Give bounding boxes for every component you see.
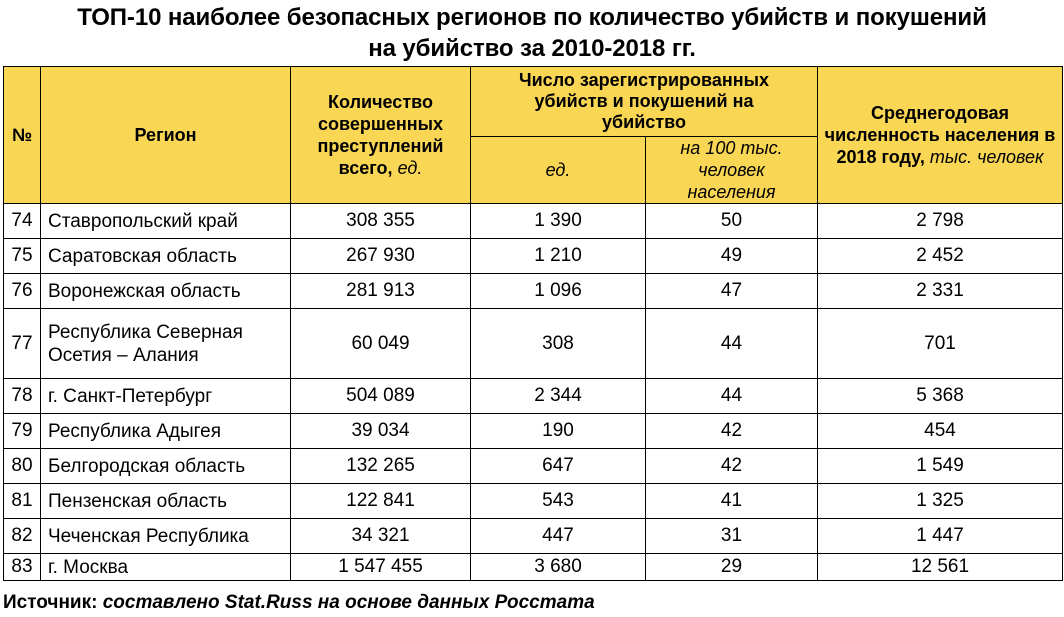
cell-crimes: 504 089 <box>291 379 471 414</box>
cell-per100k: 44 <box>646 309 818 379</box>
cell-per100k: 50 <box>646 204 818 239</box>
cell-population: 2 798 <box>818 204 1063 239</box>
cell-murders: 1 096 <box>471 274 646 309</box>
cell-murders: 1 390 <box>471 204 646 239</box>
table-title <box>0 2 1064 64</box>
cell-crimes: 122 841 <box>291 484 471 519</box>
cell-per100k: 44 <box>646 379 818 414</box>
cell-rank: 75 <box>4 239 41 274</box>
cell-murders: 447 <box>471 519 646 554</box>
header-murders-per100k: на 100 тыс. человек населения <box>646 137 818 204</box>
cell-per100k: 49 <box>646 239 818 274</box>
cell-population: 1 325 <box>818 484 1063 519</box>
table-row <box>4 449 1063 484</box>
header-population-unit: тыс. человек <box>929 147 1044 167</box>
cell-rank: 82 <box>4 519 41 554</box>
cell-murders: 308 <box>471 309 646 379</box>
cell-per100k: 29 <box>646 554 818 581</box>
cell-population: 701 <box>818 309 1063 379</box>
cell-rank: 80 <box>4 449 41 484</box>
table-row <box>4 484 1063 519</box>
cell-region: Республика Северная Осетия – Алания <box>41 309 291 379</box>
source-label: Источник: <box>3 592 98 613</box>
cell-region: Республика Адыгея <box>41 414 291 449</box>
source-text: составлено Stat.Russ на основе данных Росстата <box>102 592 595 613</box>
cell-per100k: 41 <box>646 484 818 519</box>
cell-crimes: 267 930 <box>291 239 471 274</box>
cell-population: 454 <box>818 414 1063 449</box>
table-row <box>4 414 1063 449</box>
cell-region: Саратовская область <box>41 239 291 274</box>
cell-region: Ставропольский край <box>41 204 291 239</box>
cell-crimes: 60 049 <box>291 309 471 379</box>
cell-rank: 74 <box>4 204 41 239</box>
cell-population: 2 452 <box>818 239 1063 274</box>
cell-population: 1 549 <box>818 449 1063 484</box>
cell-murders: 543 <box>471 484 646 519</box>
header-murders-group: Число зарегистрированных убийств и покушений на убийство <box>471 67 818 137</box>
cell-crimes: 281 913 <box>291 274 471 309</box>
cell-per100k: 31 <box>646 519 818 554</box>
table-row <box>4 309 1063 379</box>
header-population-label: Среднегодовая численность населения в 2018 году, <box>824 103 1056 167</box>
cell-murders: 647 <box>471 449 646 484</box>
cell-crimes: 308 355 <box>291 204 471 239</box>
cell-crimes: 132 265 <box>291 449 471 484</box>
cell-region: г. Санкт-Петербург <box>41 379 291 414</box>
cell-population: 12 561 <box>818 554 1063 581</box>
title-line-2: на убийство за 2010-2018 гг. <box>368 35 696 62</box>
cell-population: 2 331 <box>818 274 1063 309</box>
cell-murders: 3 680 <box>471 554 646 581</box>
table-row <box>4 274 1063 309</box>
cell-rank: 79 <box>4 414 41 449</box>
regions-table <box>3 66 1063 581</box>
cell-rank: 77 <box>4 309 41 379</box>
cell-rank: 81 <box>4 484 41 519</box>
cell-crimes: 34 321 <box>291 519 471 554</box>
cell-region: Пензенская область <box>41 484 291 519</box>
cell-region: г. Москва <box>41 554 291 581</box>
table-row <box>4 519 1063 554</box>
cell-population: 1 447 <box>818 519 1063 554</box>
cell-rank: 78 <box>4 379 41 414</box>
cell-per100k: 42 <box>646 414 818 449</box>
cell-rank: 76 <box>4 274 41 309</box>
cell-per100k: 42 <box>646 449 818 484</box>
table-row <box>4 379 1063 414</box>
header-population <box>818 67 1063 204</box>
cell-rank: 83 <box>4 554 41 581</box>
cell-region: Чеченская Республика <box>41 519 291 554</box>
cell-region: Воронежская область <box>41 274 291 309</box>
header-region: Регион <box>41 67 291 204</box>
cell-crimes: 1 547 455 <box>291 554 471 581</box>
header-crimes-unit: ед. <box>397 158 423 178</box>
table-row <box>4 239 1063 274</box>
table-row <box>4 204 1063 239</box>
cell-per100k: 47 <box>646 274 818 309</box>
cell-region: Белгородская область <box>41 449 291 484</box>
header-rank: № <box>4 67 41 204</box>
header-crimes-label: Количество совершенных преступлений всего, <box>317 92 444 178</box>
cell-population: 5 368 <box>818 379 1063 414</box>
cell-murders: 2 344 <box>471 379 646 414</box>
cell-murders: 190 <box>471 414 646 449</box>
title-line-1: ТОП-10 наиболее безопасных регионов по количество убийств и покушений <box>77 4 987 31</box>
source-note <box>3 592 595 614</box>
cell-murders: 1 210 <box>471 239 646 274</box>
table-row <box>4 554 1063 581</box>
cell-crimes: 39 034 <box>291 414 471 449</box>
header-crimes <box>291 67 471 204</box>
header-murders-units: ед. <box>471 137 646 204</box>
